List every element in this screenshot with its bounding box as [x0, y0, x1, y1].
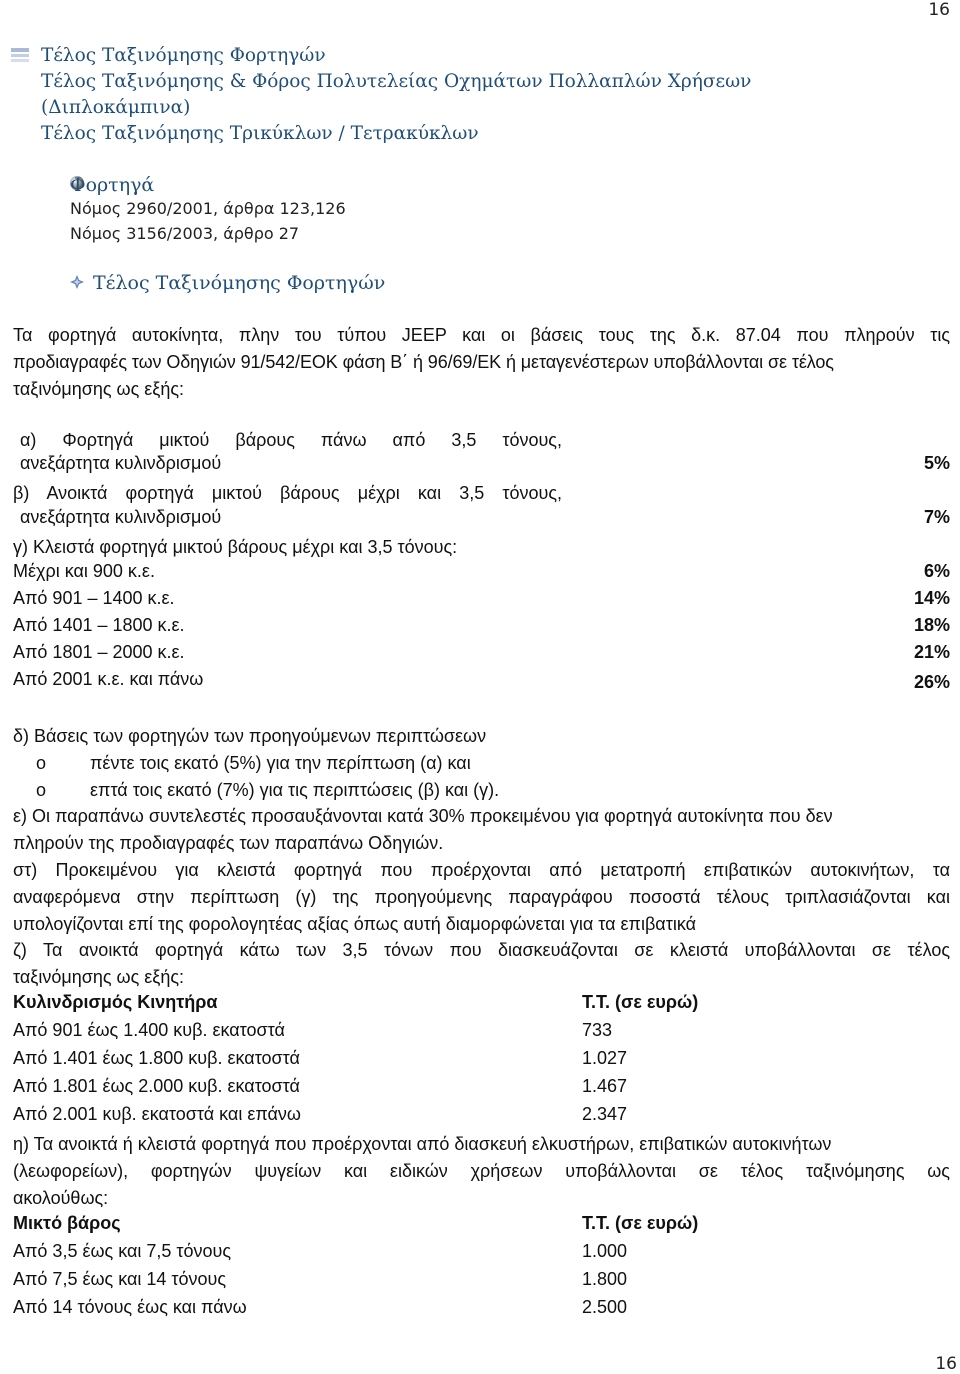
z-line-1: ζ) Τα ανοικτά φορτηγά κάτω των 3,5 τόνων που διασκευάζονται σε κλειστά υποβάλλονται σε τέλος	[13, 940, 950, 960]
page-number-top: 16	[928, 0, 950, 20]
rate-b-line-1	[13, 480, 562, 506]
d-bullet-2: επτά τοις εκατό (7%) για τις περιπτώσεις (β) και (γ).	[90, 780, 500, 800]
rate-c-label: Μέχρι και 900 κ.ε.	[13, 561, 155, 581]
h-row-label: Από 14 τόνους έως και πάνω	[13, 1297, 247, 1317]
z-row-value: 1.027	[582, 1048, 628, 1068]
h-table-row	[13, 1269, 950, 1296]
h-row-value: 1.800	[582, 1269, 628, 1289]
h-row-value: 1.000	[582, 1241, 628, 1261]
h-line-3: ακολούθως:	[13, 1188, 109, 1208]
h-paragraph	[13, 1131, 950, 1212]
z-paragraph	[13, 937, 950, 991]
rate-c-row	[13, 642, 950, 669]
z-table-header	[13, 992, 950, 1019]
d-bullet-1: πέντε τοις εκατό (5%) για την περίπτωση (α) και	[90, 753, 471, 773]
e-line-1: ε) Οι παραπάνω συντελεστές προσαυξάνονται κατά 30% προκειμένου για φορτηγά αυτοκίνητα που δεν	[13, 806, 833, 826]
intro-line-2: προδιαγραφές των Οδηγιών 91/542/ΕΟΚ φάση Β΄ ή 96/69/ΕΚ ή μεταγενέστερων υποβάλλονται σε τέλος	[13, 352, 834, 372]
header-line-2: Τέλος Ταξινόμησης & Φόρος Πολυτελείας Οχημάτων Πολλαπλών Χρήσεων	[41, 71, 752, 92]
menu-bars-icon	[11, 47, 29, 63]
z-row-value: 2.347	[582, 1104, 628, 1124]
e-paragraph	[13, 803, 950, 857]
h-row-value: 2.500	[582, 1297, 628, 1317]
rate-b-row	[20, 507, 950, 534]
header-line-1: Τέλος Ταξινόμησης Φορτηγών	[41, 45, 326, 66]
rate-c-value: 14%	[913, 588, 950, 608]
z-row-label: Από 1.401 έως 1.800 κυβ. εκατοστά	[13, 1048, 300, 1068]
section-title-text: Φορτηγά	[70, 174, 155, 196]
law-line-2: Νόμος 3156/2003, άρθρο 27	[70, 224, 300, 243]
h-table-row	[13, 1241, 950, 1268]
h-line-1: η) Τα ανοικτά ή κλειστά φορτηγά που προέρχονται από διασκευή ελκυστήρων, επιβατικών αυτοκινήτων	[13, 1134, 832, 1154]
subsection-title: Τέλος Ταξινόμησης Φορτηγών	[93, 272, 386, 294]
rate-c-row	[13, 669, 950, 696]
h-table-header	[13, 1213, 950, 1240]
z-row-label: Από 1.801 έως 2.000 κυβ. εκατοστά	[13, 1076, 300, 1096]
e-line-2: πληρούν της προδιαγραφές των παραπάνω Οδηγιών.	[13, 833, 444, 853]
h-row-label: Από 3,5 έως και 7,5 τόνους	[13, 1241, 232, 1261]
rate-a-line-1	[20, 427, 562, 453]
z-line-2: ταξινόμησης ως εξής:	[13, 967, 185, 987]
rate-c-row	[13, 615, 950, 642]
header-line-3: (Διπλοκάμπινα)	[41, 97, 191, 118]
z-table-row	[13, 1048, 950, 1075]
z-header-left: Κυλινδρισμός Κινητήρα	[13, 992, 218, 1012]
z-row-value: 733	[582, 1020, 613, 1040]
d-line: δ) Βάσεις των φορτηγών των προηγούμενων περιπτώσεων	[13, 726, 487, 746]
rate-c-row	[13, 588, 950, 615]
st-line-3: υπολογίζονται επί της φορολογητέας αξίας όπως αυτή διαμορφώνεται για τα επιβατικά	[13, 914, 697, 934]
z-row-label: Από 901 έως 1.400 κυβ. εκατοστά	[13, 1020, 285, 1040]
law-line-1: Νόμος 2960/2001, άρθρα 123,126	[70, 199, 346, 218]
z-table-row	[13, 1020, 950, 1047]
rate-b-label: ανεξάρτητα κυλινδρισμού	[20, 507, 222, 527]
h-line-2: (λεωφορείων), φορτηγών ψυγείων και ειδικών χρήσεων υποβάλλονται σε τέλος ταξινόμησης ως	[13, 1161, 950, 1181]
rate-c-row	[13, 561, 950, 588]
h-header-right: Τ.Τ. (σε ευρώ)	[582, 1213, 699, 1233]
st-line-2: αναφερόμενα στην περίπτωση (γ) της προηγούμενης παραγράφου ποσοστά τέλους τριπλασιάζονται και	[13, 887, 950, 907]
rate-a-value: 5%	[923, 453, 950, 473]
intro-line-1: Τα φορτηγά αυτοκίνητα, πλην του τύπου JEEP και οι βάσεις τους της δ.κ. 87.04 που πληρούν τις	[13, 325, 950, 345]
rate-c-line-1: γ) Κλειστά φορτηγά μικτού βάρους μέχρι και 3,5 τόνους:	[13, 537, 458, 557]
rate-c-value: 6%	[923, 561, 950, 581]
rate-c-label: Από 901 – 1400 κ.ε.	[13, 588, 175, 608]
z-header-right: Τ.Τ. (σε ευρώ)	[582, 992, 699, 1012]
header-line-4: Τέλος Ταξινόμησης Τρικύκλων / Τετρακύκλων	[41, 123, 479, 144]
rate-c-label: Από 1401 – 1800 κ.ε.	[13, 615, 185, 635]
rate-a-text: α) Φορτηγά μικτού βάρους πάνω από 3,5 τόνους,	[20, 430, 562, 450]
intro-paragraph	[13, 322, 950, 403]
rate-c-label: Από 1801 – 2000 κ.ε.	[13, 642, 185, 662]
intro-line-3: ταξινόμησης ως εξής:	[13, 379, 185, 399]
rate-a-label: ανεξάρτητα κυλινδρισμού	[20, 453, 222, 473]
d-bullet-symbol: o	[36, 780, 47, 800]
rate-a-row	[20, 453, 950, 480]
h-header-left: Μικτό βάρος	[13, 1213, 121, 1233]
rate-b-value: 7%	[923, 507, 950, 527]
z-table-row	[13, 1104, 950, 1131]
st-line-1: στ) Προκειμένου για κλειστά φορτηγά που προέρχονται από μετατροπή επιβατικών αυτοκινήτων, τα	[13, 860, 950, 880]
rate-c-value: 26%	[913, 672, 950, 692]
z-table-row	[13, 1076, 950, 1103]
rate-b-text: β) Ανοικτά φορτηγά μικτού βάρους μέχρι και 3,5 τόνους,	[13, 483, 562, 503]
rate-c-value: 21%	[913, 642, 950, 662]
diamond-bullet-icon	[70, 275, 84, 289]
rate-c-value: 18%	[913, 615, 950, 635]
h-row-label: Από 7,5 έως και 14 τόνους	[13, 1269, 227, 1289]
d-bullet-symbol: o	[36, 753, 47, 773]
st-paragraph	[13, 857, 950, 938]
section-title	[70, 174, 154, 196]
page-number-bottom: 16	[935, 1354, 957, 1374]
z-row-value: 1.467	[582, 1076, 628, 1096]
h-table-row	[13, 1297, 950, 1324]
z-row-label: Από 2.001 κυβ. εκατοστά και επάνω	[13, 1104, 301, 1124]
rate-c-label: Από 2001 κ.ε. και πάνω	[13, 669, 204, 689]
